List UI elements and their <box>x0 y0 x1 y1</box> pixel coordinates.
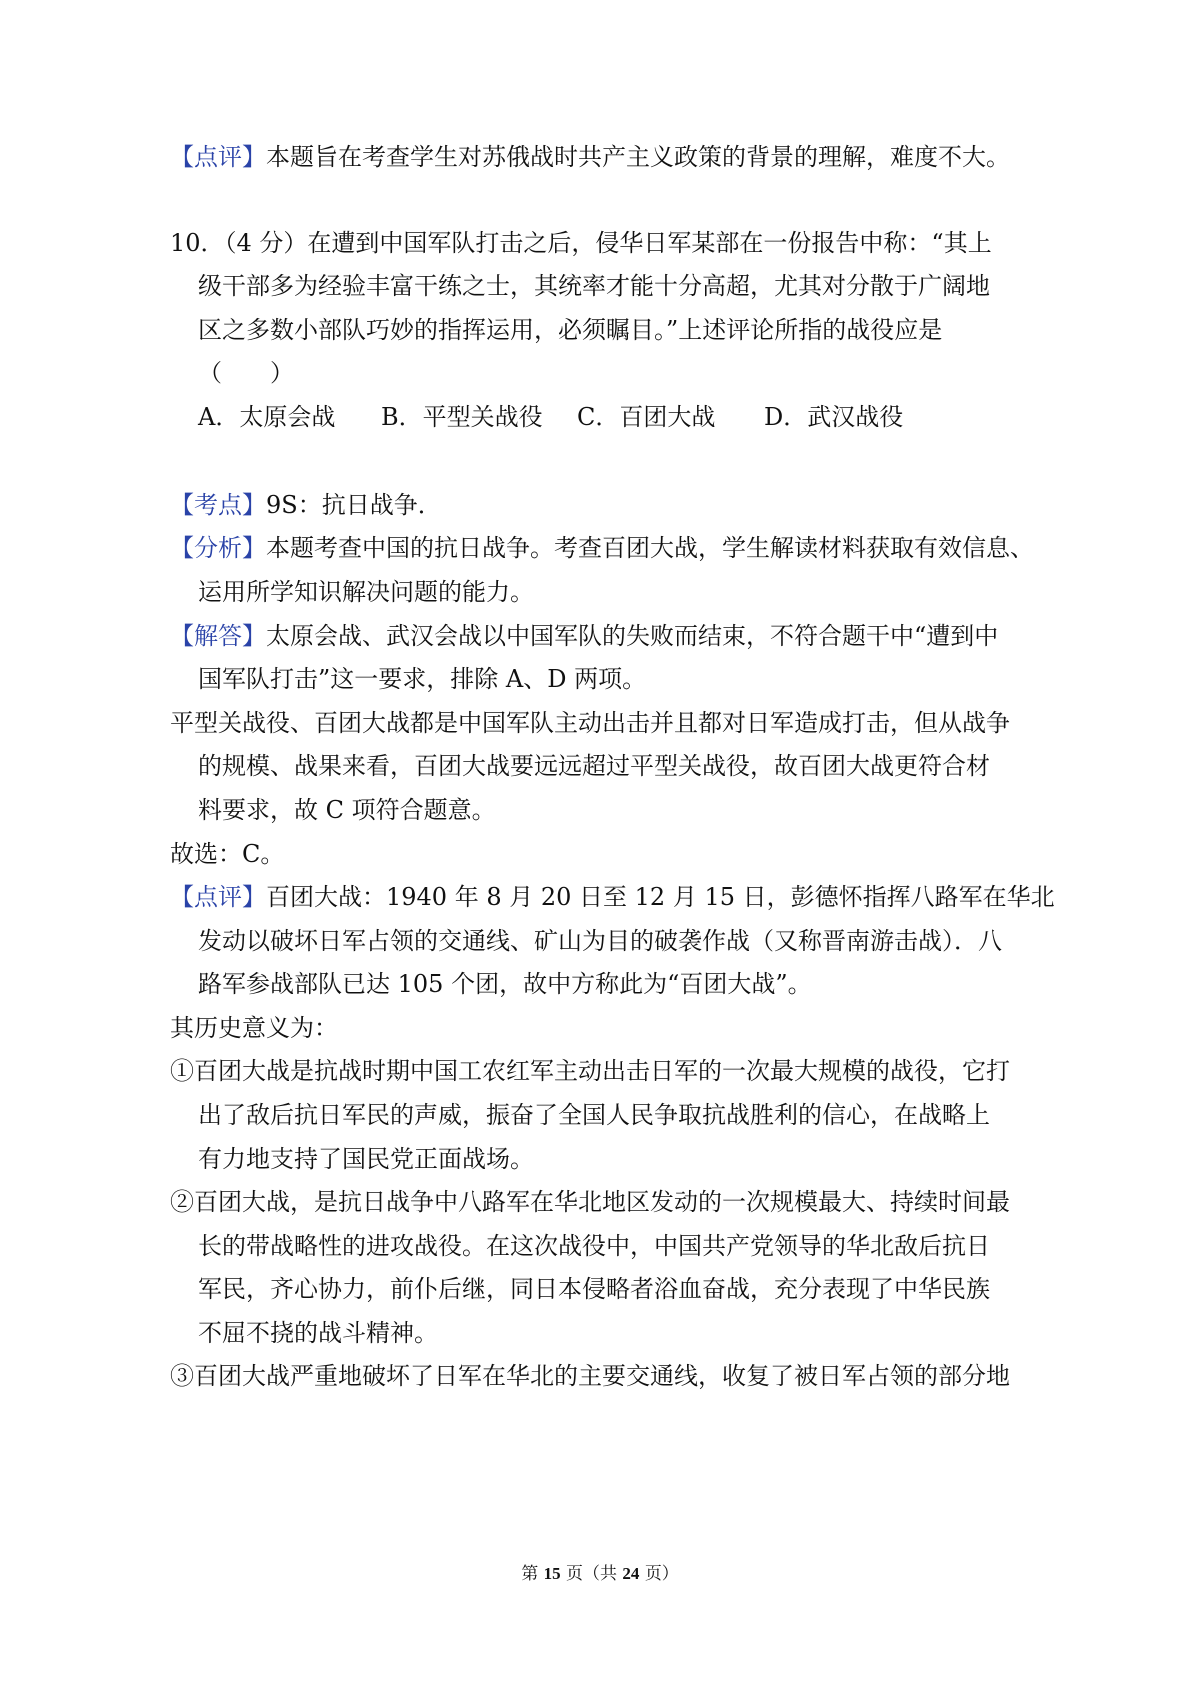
item1-line-3: 有力地支持了国民党正面战场。 <box>198 1145 534 1173</box>
answer-blank: （ ） <box>198 359 294 387</box>
current-page-number: 15 <box>543 1564 561 1583</box>
jieda-para2-line-1: 平型关战役、百团大战都是中国军队主动出击并且都对日军造成打击，但从战争 <box>170 709 1010 737</box>
fenxi-tag: 【分析】 <box>170 534 266 562</box>
dianping-line-3: 路军参战部队已达 105 个团，故中方称此为“百团大战”。 <box>198 970 812 998</box>
footer-prefix: 第 <box>521 1564 539 1584</box>
jieda-line-1 <box>170 620 998 652</box>
prev-comment-line <box>170 141 1010 173</box>
significance-title: 其历史意义为： <box>170 1014 338 1042</box>
question-line-2: 级干部多为经验丰富干练之士，其统率才能十分高超，尤其对分散于广阔地 <box>198 272 990 300</box>
option-b: B．平型关战役 <box>381 403 543 431</box>
dianping-line-1 <box>170 881 1055 913</box>
option-c: C．百团大战 <box>577 403 716 431</box>
kaodian-text: 9S：抗日战争． <box>266 491 442 519</box>
kaodian-line <box>170 489 442 521</box>
jieda-para2-line-2: 的规模、战果来看，百团大战要远远超过平型关战役，故百团大战更符合材 <box>198 752 990 780</box>
jieda-text: 太原会战、武汉会战以中国军队的失败而结束，不符合题干中“遭到中 <box>266 622 999 650</box>
fenxi-line-2: 运用所学知识解决问题的能力。 <box>198 578 534 606</box>
kaodian-tag: 【考点】 <box>170 491 266 519</box>
comment-tag: 【点评】 <box>170 143 266 171</box>
comment-text: 本题旨在考查学生对苏俄战时共产主义政策的背景的理解，难度不大。 <box>266 143 1010 171</box>
option-d: D．武汉战役 <box>764 403 904 431</box>
jieda-line-2: 国军队打击”这一要求，排除 A、D 两项。 <box>198 665 647 693</box>
question-line-1: 10．（4 分）在遭到中国军队打击之后，侵华日军某部在一份报告中称：“其上 <box>170 229 992 257</box>
item1-line-2: 出了敌后抗日军民的声威，振奋了全国人民争取抗战胜利的信心，在战略上 <box>198 1101 990 1129</box>
fenxi-line-1 <box>170 532 1034 564</box>
item1-line-1: ①百团大战是抗战时期中国工农红军主动出击日军的一次最大规模的战役，它打 <box>170 1057 1010 1085</box>
item2-line-2: 长的带战略性的进攻战役。在这次战役中，中国共产党领导的华北敌后抗日 <box>198 1232 990 1260</box>
item2-line-1: ②百团大战，是抗日战争中八路军在华北地区发动的一次规模最大、持续时间最 <box>170 1188 1010 1216</box>
item2-line-4: 不屈不挠的战斗精神。 <box>198 1319 438 1347</box>
jieda-tag: 【解答】 <box>170 622 266 650</box>
dianping-line-2: 发动以破坏日军占领的交通线、矿山为目的破袭作战（又称晋南游击战）．八 <box>198 927 1002 955</box>
item3-line-1: ③百团大战严重地破坏了日军在华北的主要交通线，收复了被日军占领的部分地 <box>170 1362 1010 1390</box>
jieda-para2-line-3: 料要求，故 C 项符合题意。 <box>198 796 496 824</box>
fenxi-text: 本题考查中国的抗日战争。考查百团大战，学生解读材料获取有效信息、 <box>266 534 1034 562</box>
item2-line-3: 军民，齐心协力，前仆后继，同日本侵略者浴血奋战，充分表现了中华民族 <box>198 1275 990 1303</box>
dianping-text: 百团大战：1940 年 8 月 20 日至 12 月 15 日，彭德怀指挥八路军在华北 <box>266 883 1055 911</box>
page-footer <box>0 1562 1200 1586</box>
footer-middle: 页（共 <box>566 1564 617 1584</box>
dianping-tag: 【点评】 <box>170 883 266 911</box>
option-a: A．太原会战 <box>198 403 336 431</box>
question-line-3: 区之多数小部队巧妙的指挥运用，必须瞩目。”上述评论所指的战役应是 <box>198 316 943 344</box>
answer-line: 故选：C。 <box>170 840 285 868</box>
total-page-number: 24 <box>622 1564 640 1583</box>
footer-suffix: 页） <box>644 1564 679 1584</box>
